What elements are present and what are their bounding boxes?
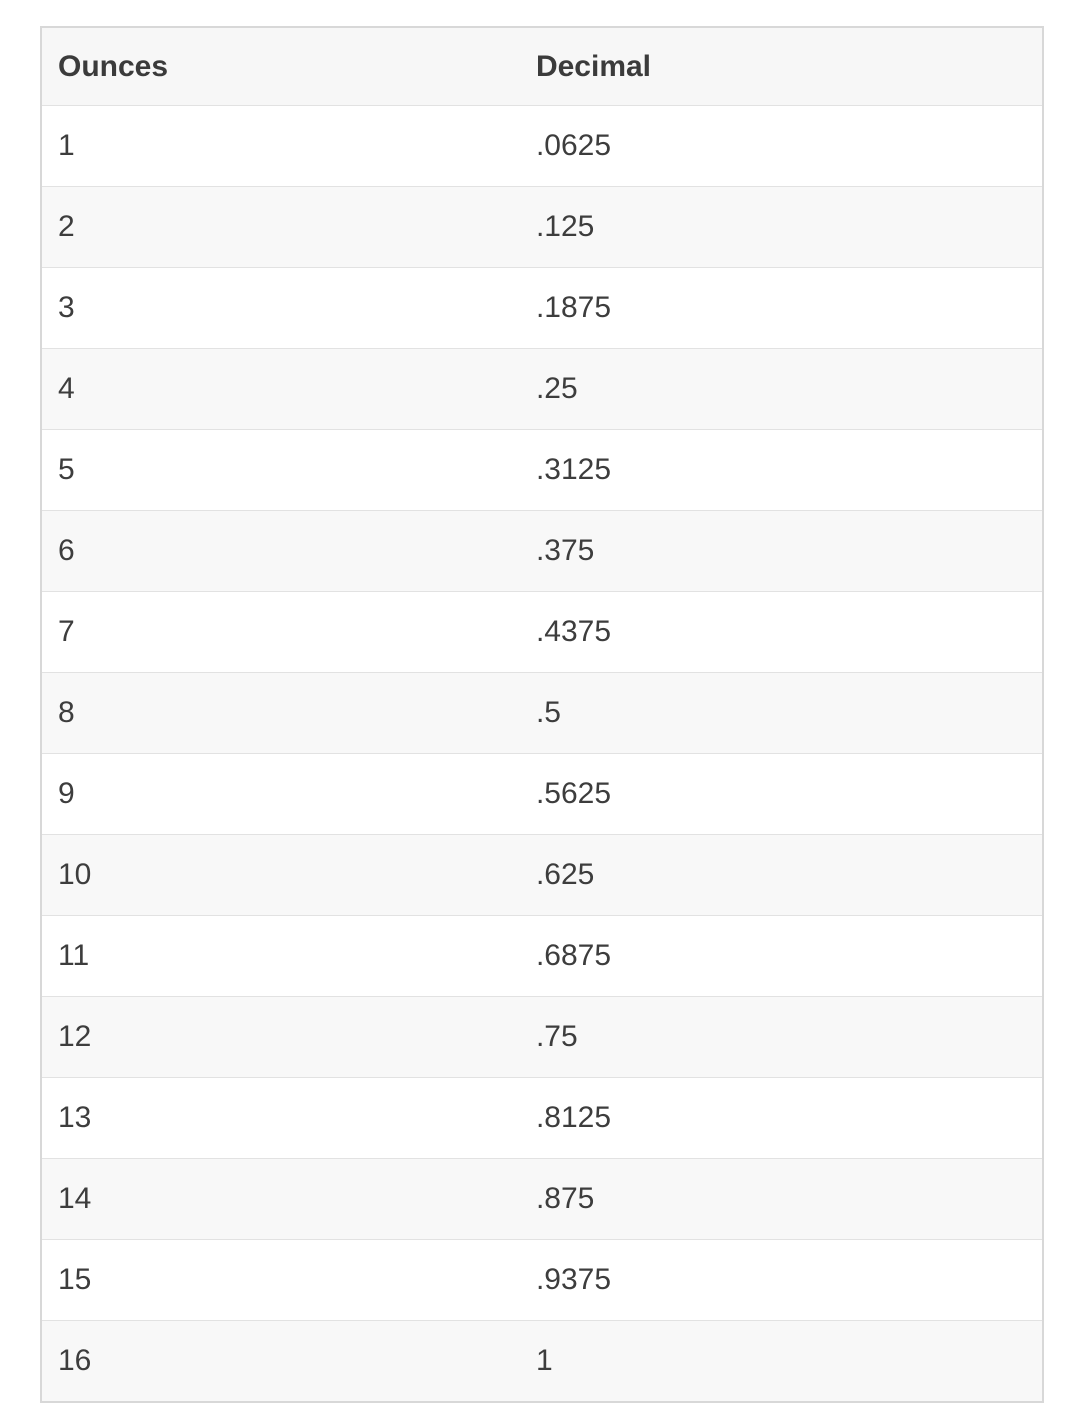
ounces-cell: 5 xyxy=(41,430,520,511)
ounces-cell: 12 xyxy=(41,997,520,1078)
decimal-cell: .0625 xyxy=(520,106,1043,187)
table-row xyxy=(41,1078,1043,1159)
ounces-cell: 14 xyxy=(41,1159,520,1240)
table-row xyxy=(41,349,1043,430)
decimal-cell: .6875 xyxy=(520,916,1043,997)
decimal-cell: .5625 xyxy=(520,754,1043,835)
ounces-decimal-table-container xyxy=(40,26,1044,1403)
decimal-cell: .625 xyxy=(520,835,1043,916)
table-row xyxy=(41,106,1043,187)
ounces-cell: 10 xyxy=(41,835,520,916)
decimal-cell: .5 xyxy=(520,673,1043,754)
table-row xyxy=(41,1321,1043,1403)
decimal-cell: .9375 xyxy=(520,1240,1043,1321)
ounces-cell: 4 xyxy=(41,349,520,430)
ounces-cell: 8 xyxy=(41,673,520,754)
ounces-cell: 3 xyxy=(41,268,520,349)
ounces-cell: 6 xyxy=(41,511,520,592)
table-row xyxy=(41,1159,1043,1240)
decimal-cell: .4375 xyxy=(520,592,1043,673)
ounces-cell: 7 xyxy=(41,592,520,673)
table-row xyxy=(41,187,1043,268)
decimal-cell: .25 xyxy=(520,349,1043,430)
ounces-cell: 13 xyxy=(41,1078,520,1159)
table-row xyxy=(41,754,1043,835)
decimal-cell: .375 xyxy=(520,511,1043,592)
ounces-cell: 15 xyxy=(41,1240,520,1321)
ounces-cell: 11 xyxy=(41,916,520,997)
ounces-cell: 9 xyxy=(41,754,520,835)
table-row xyxy=(41,673,1043,754)
table-row xyxy=(41,511,1043,592)
decimal-cell: .1875 xyxy=(520,268,1043,349)
decimal-cell: .3125 xyxy=(520,430,1043,511)
ounces-cell: 2 xyxy=(41,187,520,268)
table-row xyxy=(41,835,1043,916)
ounces-cell: 1 xyxy=(41,106,520,187)
decimal-cell: .875 xyxy=(520,1159,1043,1240)
table-row xyxy=(41,268,1043,349)
decimal-column-header: Decimal xyxy=(520,27,1043,106)
table-row xyxy=(41,916,1043,997)
table-row xyxy=(41,430,1043,511)
ounces-cell: 16 xyxy=(41,1321,520,1403)
table-row xyxy=(41,592,1043,673)
table-row xyxy=(41,997,1043,1078)
ounces-decimal-conversion-table xyxy=(40,26,1044,1403)
decimal-cell: 1 xyxy=(520,1321,1043,1403)
header-row xyxy=(41,27,1043,106)
decimal-cell: .8125 xyxy=(520,1078,1043,1159)
ounces-column-header: Ounces xyxy=(41,27,520,106)
decimal-cell: .125 xyxy=(520,187,1043,268)
decimal-cell: .75 xyxy=(520,997,1043,1078)
table-body xyxy=(41,106,1043,1403)
table-row xyxy=(41,1240,1043,1321)
